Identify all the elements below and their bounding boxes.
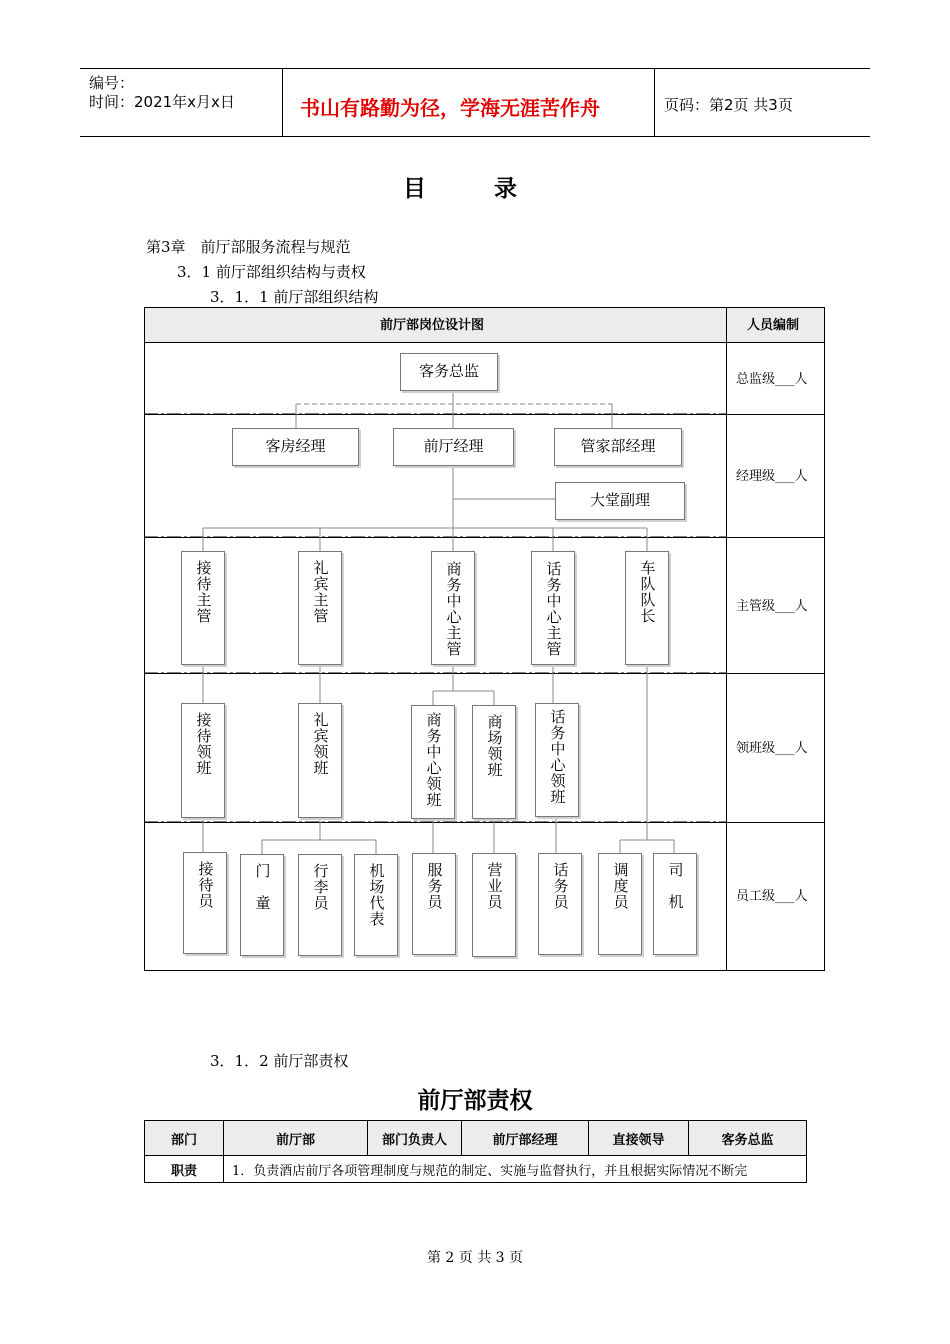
box-salesperson: 营业员 [472, 853, 516, 957]
level-supervisor: 主管级___人 [736, 599, 808, 614]
box-concierge-leader: 礼宾领班 [298, 703, 342, 818]
table-cell: 客务总监 [689, 1121, 807, 1156]
box-dispatcher: 调度员 [598, 853, 642, 955]
org-chart-title: 前厅部岗位设计图 [380, 318, 485, 333]
table-cell: 前厅部经理 [462, 1121, 589, 1156]
box-airport-rep: 机场代表 [354, 854, 398, 956]
box-operator: 话务员 [538, 853, 582, 955]
box-driver: 司 机 [653, 853, 697, 955]
responsibility-table [144, 1120, 807, 1183]
box-telephone-center-supervisor: 话务中心主管 [531, 551, 575, 665]
page-info: 页码：第2页 共3页 [664, 96, 793, 114]
level-staff: 员工级___人 [736, 889, 808, 904]
box-lobby-assistant: 大堂副理 [555, 482, 685, 520]
page-footer: 第 2 页 共 3 页 [426, 1250, 524, 1266]
toc-subsection: 3．1．1 前厅部组织结构 [210, 288, 379, 306]
duty-label: 职责 [145, 1156, 224, 1183]
time-label: 时间：2021年x月x日 [89, 93, 235, 111]
table-cell: 直接领导 [589, 1121, 689, 1156]
table-cell: 前厅部 [224, 1121, 368, 1156]
table-cell: 部门负责人 [368, 1121, 462, 1156]
motto: 书山有路勤为径，学海无涯苦作舟 [300, 96, 600, 120]
box-bellman: 行李员 [298, 854, 342, 956]
table-header-row [145, 1121, 807, 1156]
box-housekeeping-manager: 管家部经理 [554, 428, 682, 466]
toc-chapter: 第3章 前厅部服务流程与规范 [146, 238, 351, 256]
box-receptionist: 接待员 [183, 852, 227, 954]
toc-section: 3．1 前厅部组织结构与责权 [177, 263, 366, 281]
staffing-title: 人员编制 [747, 318, 800, 333]
box-fo-manager: 前厅经理 [393, 428, 514, 466]
level-manager: 经理级___人 [736, 469, 808, 484]
level-leader: 领班级___人 [736, 741, 808, 756]
table-row [145, 1156, 807, 1183]
box-telephone-center-leader: 话务中心领班 [535, 703, 579, 817]
box-reception-leader: 接待领班 [181, 703, 225, 818]
box-doorman: 门 童 [240, 854, 284, 956]
page-title: 目 录 [402, 175, 547, 202]
table-cell: 部门 [145, 1121, 224, 1156]
box-concierge-supervisor: 礼宾主管 [298, 551, 342, 665]
box-fleet-captain: 车队队长 [625, 551, 669, 665]
duty-text: 1．负责酒店前厅各项管理制度与规范的制定、实施与监督执行，并且根据实际情况不断完 [224, 1156, 807, 1183]
box-business-center-supervisor: 商务中心主管 [431, 551, 475, 665]
box-business-center-leader: 商务中心领班 [411, 705, 455, 819]
section-title: 前厅部责权 [417, 1087, 533, 1114]
code-label: 编号： [89, 74, 135, 92]
box-room-manager: 客房经理 [232, 428, 359, 466]
level-director: 总监级___人 [736, 372, 808, 387]
box-director: 客务总监 [400, 353, 498, 391]
toc-subsection-2: 3．1．2 前厅部责权 [210, 1052, 349, 1070]
box-mall-leader: 商场领班 [472, 705, 516, 819]
box-reception-supervisor: 接待主管 [181, 551, 225, 665]
box-attendant: 服务员 [412, 853, 456, 955]
